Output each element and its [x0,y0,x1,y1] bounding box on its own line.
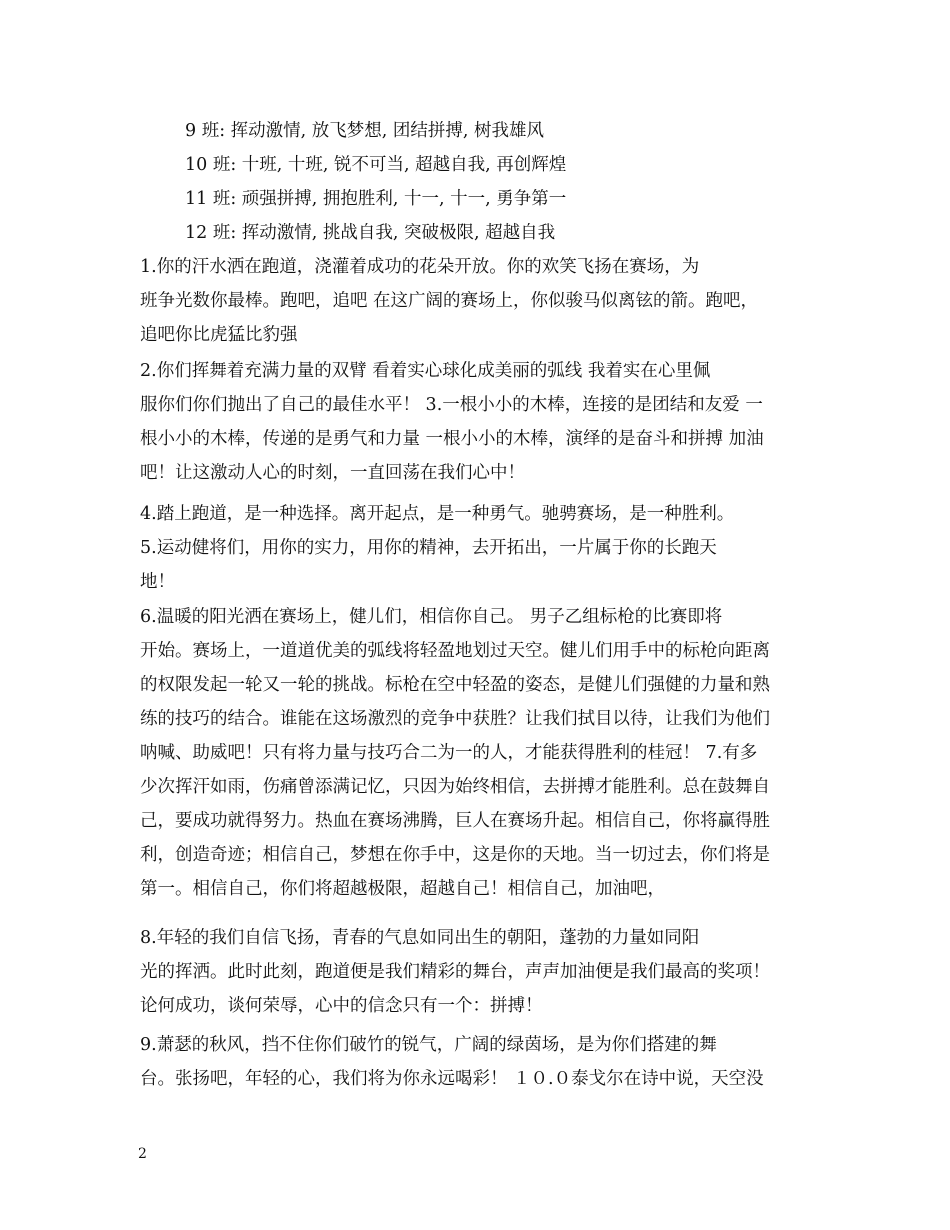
text-line: 班争光数你最棒。跑吧，追吧 在这广阔的赛场上，你似骏马似离铉的箭。跑吧， [140,291,759,311]
text-line: 2.你们挥舞着充满力量的双臂 看着实心球化成美丽的弧线 我着实在心里佩 [140,361,711,381]
text-line: 的权限发起一轮又一轮的挑战。标枪在空中轻盈的姿态，是健儿们强健的力量和熟 [140,675,770,695]
text-line: 服你们你们抛出了自己的最佳水平！ 3.一根小小的木棒，连接的是团结和友爱 一 [140,395,763,415]
text-line: 地！ [140,572,175,592]
text-line: 9.萧瑟的秋风，挡不住你们破竹的锐气，广阔的绿茵场，是为你们搭建的舞 [140,1035,717,1055]
text-line: 开始。赛场上，一道道优美的弧线将轻盈地划过天空。健儿们用手中的标枪向距离 [140,641,770,661]
text-line: 1.你的汗水洒在跑道，浇灌着成功的花朵开放。你的欢笑飞扬在赛场，为 [140,257,700,277]
text-line: 利，创造奇迹；相信自己，梦想在你手中，这是你的天地。当一切过去，你们将是 [140,845,770,865]
text-line: 己，要成功就得努力。热血在赛场沸腾，巨人在赛场升起。相信自己，你将赢得胜 [140,811,770,831]
text-line: 少次挥汗如雨，伤痛曾添满记忆，只因为始终相信，去拼搏才能胜利。总在鼓舞自 [140,777,770,797]
slogan-line: 12 班: 挥动激情, 挑战自我, 突破极限, 超越自我 [185,223,556,243]
slogan-line: 10 班: 十班, 十班, 锐不可当, 超越自我, 再创辉煌 [185,155,567,175]
text-line: 追吧你比虎猛比豹强 [140,325,298,345]
text-line: 吧！让这激动人心的时刻，一直回荡在我们心中！ [140,463,525,483]
text-line: 根小小的木棒，传递的是勇气和力量 一根小小的木棒，演绎的是奋斗和拼搏 加油 [140,429,764,449]
page-number: 2 [138,1146,147,1162]
slogan-line: 9 班: 挥动激情, 放飞梦想, 团结拼搏, 树我雄风 [185,121,545,141]
text-line: 5.运动健将们，用你的实力，用你的精神，去开拓出，一片属于你的长跑天 [140,538,717,558]
text-line: 8.年轻的我们自信飞扬，青春的气息如同出生的朝阳，蓬勃的力量如同阳 [140,928,700,948]
slogan-line: 11 班: 顽强拼搏, 拥抱胜利, 十一, 十一, 勇争第一 [185,189,567,209]
text-line: 呐喊、助威吧！只有将力量与技巧合二为一的人，才能获得胜利的桂冠！ 7.有多 [140,743,758,763]
text-line: 4.踏上跑道，是一种选择。离开起点，是一种勇气。驰骋赛场，是一种胜利。 [140,504,735,524]
text-line: 台。张扬吧，年轻的心，我们将为你永远喝彩！ １０.０泰戈尔在诗中说，天空没 [140,1069,764,1089]
text-line: 6.温暖的阳光洒在赛场上，健儿们，相信你自己。 男子乙组标枪的比赛即将 [140,607,723,627]
text-line: 练的技巧的结合。谁能在这场激烈的竞争中获胜？让我们拭目以待，让我们为他们 [140,709,770,729]
text-line: 论何成功，谈何荣辱，心中的信念只有一个：拼搏！ [140,996,543,1016]
text-line: 第一。相信自己，你们将超越极限，超越自己！相信自己，加油吧， [140,879,665,899]
text-line: 光的挥洒。此时此刻，跑道便是我们精彩的舞台，声声加油便是我们最高的奖项！ [140,962,770,982]
